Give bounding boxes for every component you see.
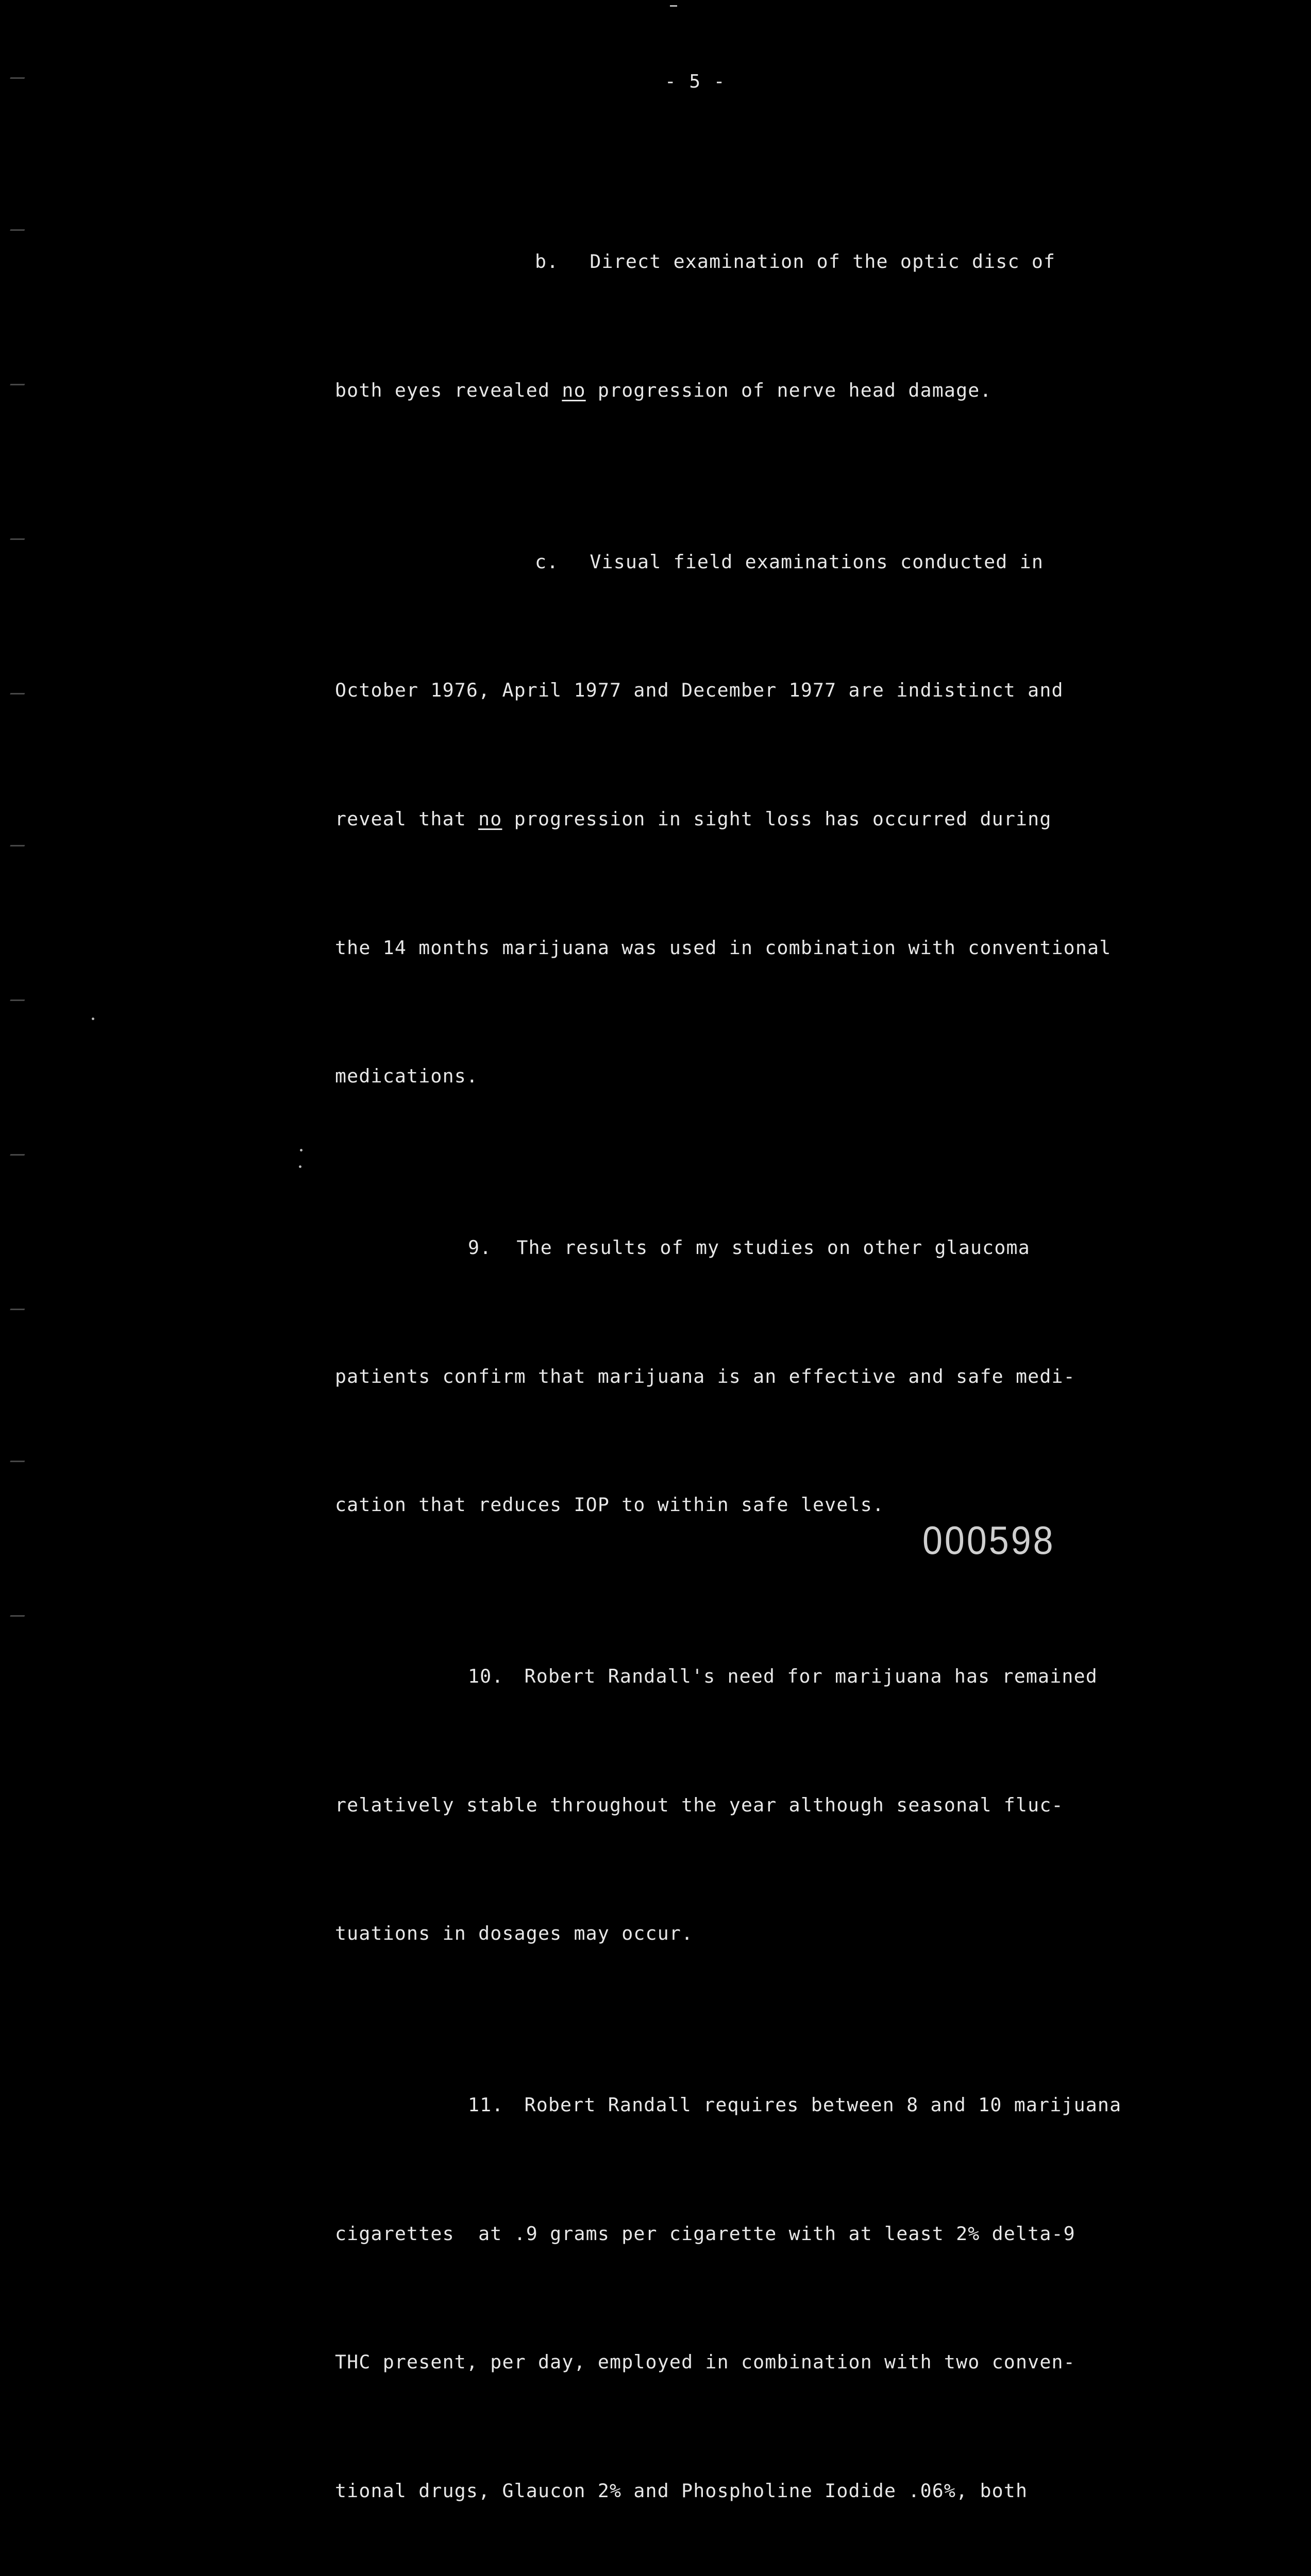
margin-mark: [8, 229, 25, 236]
paragraph-label: 9.: [468, 1236, 492, 1259]
paragraph-9-line: cation that reduces IOP to within safe levels.: [335, 1494, 885, 1516]
margin-mark: [8, 999, 25, 1006]
text-run: progression of nerve head damage.: [585, 379, 992, 401]
paragraph-10-first-line: [335, 1655, 1221, 1698]
paragraph-label: 11.: [468, 2093, 504, 2116]
margin-mark: [8, 384, 25, 391]
paragraph-c-line: [335, 798, 1221, 840]
paragraph-10-line: relatively stable throughout the year although seasonal fluc-: [335, 1793, 1064, 1816]
paragraph-text: Visual field examinations conducted in: [590, 550, 1044, 573]
emphasized-word: no: [478, 807, 502, 830]
scan-speck: [299, 1165, 301, 1168]
paragraph-11-line: tional drugs, Glaucon 2% and Phospholine Iodide .06%, both: [335, 2479, 1028, 2502]
paragraph-label: b.: [535, 250, 559, 273]
margin-mark: [8, 77, 25, 84]
paragraph-11-first-line: [335, 2083, 1221, 2126]
margin-mark: [8, 538, 25, 545]
margin-mark: [8, 1154, 25, 1161]
paragraph-9-first-line: [335, 1226, 1221, 1269]
paragraph-11-line: THC present, per day, employed in combination with two conven-: [335, 2351, 1075, 2374]
paragraph-text: The results of my studies on other glaucoma: [516, 1236, 1030, 1259]
emphasized-word: no: [562, 379, 586, 401]
margin-mark: [8, 693, 25, 700]
margin-mark: [8, 1615, 25, 1622]
text-run: both eyes revealed: [335, 379, 562, 401]
paragraph-text: Robert Randall's need for marijuana has remained: [524, 1665, 1098, 1687]
paragraph-c-first-line: [335, 540, 1221, 583]
paragraph-label: c.: [535, 550, 559, 573]
paragraph-11-line: cigarettes at .9 grams per cigarette with at least 2% delta-9: [335, 2222, 1075, 2245]
paragraph-b-line: [335, 369, 1221, 412]
paragraph-b-first-line: [335, 240, 1221, 283]
paragraph-c-line: October 1976, April 1977 and December 1977 are indistinct and: [335, 679, 1064, 702]
scan-speck: [92, 1018, 94, 1020]
margin-mark: [8, 1309, 25, 1315]
document-body: [335, 155, 1221, 2576]
paragraph-text: Direct examination of the optic disc of: [590, 250, 1056, 273]
text-run: progression in sight loss has occurred during: [502, 807, 1052, 830]
bates-number: 000598: [922, 1518, 1055, 1563]
paragraph-c-line: the 14 months marijuana was used in combination with conventional: [335, 936, 1112, 959]
margin-mark: [8, 1461, 25, 1467]
text-run: reveal that: [335, 807, 479, 830]
paragraph-10-line: tuations in dosages may occur.: [335, 1922, 694, 1945]
paragraph-9-line: patients confirm that marijuana is an effective and safe medi-: [335, 1365, 1075, 1387]
scan-artifact: [670, 5, 677, 7]
paragraph-c-line: medications.: [335, 1065, 479, 1088]
scan-speck: [300, 1149, 302, 1151]
paragraph-text: Robert Randall requires between 8 and 10 marijuana: [524, 2093, 1122, 2116]
margin-mark: [8, 845, 25, 852]
paragraph-label: 10.: [468, 1665, 504, 1687]
page-number: - 5 -: [665, 71, 726, 92]
